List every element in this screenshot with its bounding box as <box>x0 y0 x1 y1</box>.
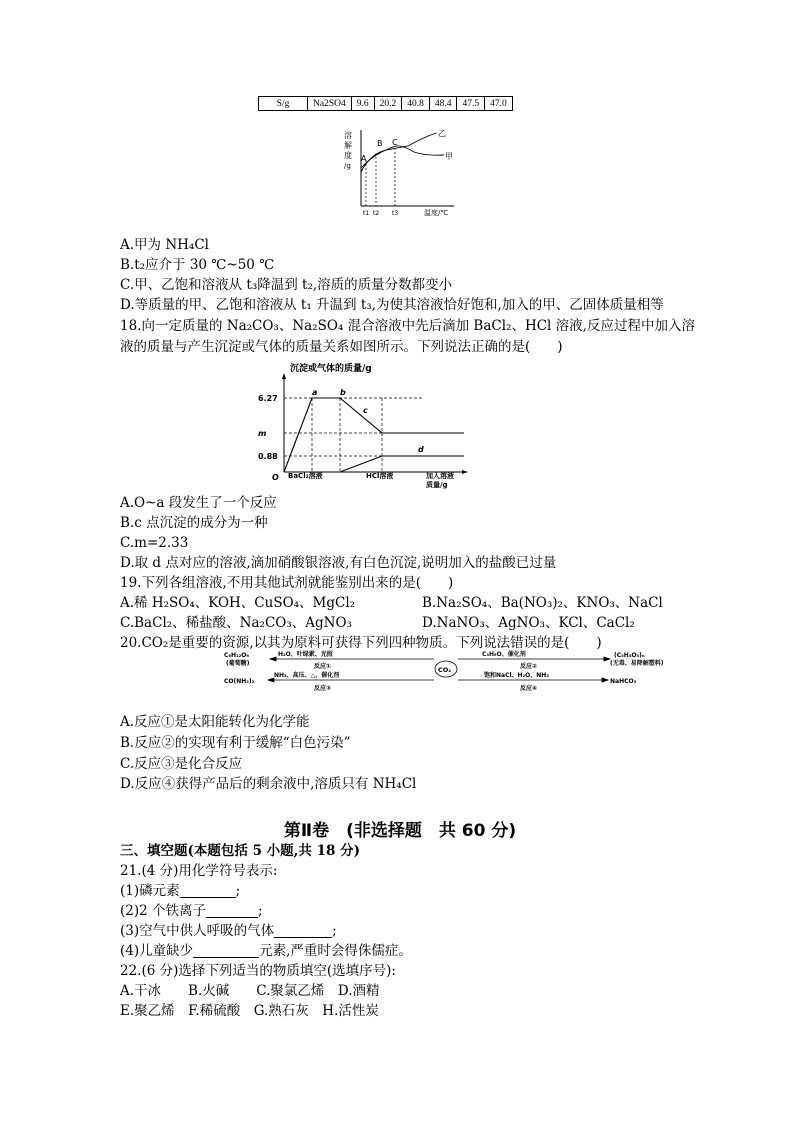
semicolon: ; <box>332 923 337 939</box>
q21-stem: 21.(4 分)用化学符号表示: <box>120 863 278 879</box>
q22-stem: 22.(6 分)选择下列适当的物质填空(选填序号): <box>120 963 396 979</box>
q19-stem: 19.下列各组溶液,不用其他试剂就能鉴别出来的是( ) <box>120 575 454 591</box>
product-urea: CO(NH₂)₂ <box>224 678 255 685</box>
table-row <box>259 97 513 111</box>
tick-label: t2 <box>373 210 380 217</box>
semicolon: ; <box>258 903 263 919</box>
q21-line-1 <box>120 882 240 900</box>
q21-prompt-1: (1)磷元素 <box>120 883 180 899</box>
co2-reaction-diagram <box>224 650 670 696</box>
q20-option-d: D.反应④获得产品后的剩余液中,溶质只有 NH₄Cl <box>120 776 417 792</box>
point-label: C <box>392 138 398 147</box>
product-glucose-note: (葡萄糖) <box>226 660 250 667</box>
tick-label: t1 <box>363 210 370 217</box>
series-line-1 <box>284 456 464 472</box>
q21-line-3 <box>120 922 337 940</box>
arrowhead-1 <box>270 657 276 661</box>
reaction-label-1: 反应① <box>314 663 332 670</box>
x-axis-label: 温度/℃ <box>424 209 449 217</box>
ylabel-part: 溶 <box>344 131 352 140</box>
point-label: b <box>340 388 346 397</box>
curve-yi <box>361 133 436 168</box>
segment-label: HCl溶液 <box>366 472 394 480</box>
segment-label: BaCl₂溶液 <box>288 472 323 480</box>
table-cell: 40.8 <box>402 97 430 111</box>
reaction-label-4: 反应④ <box>520 685 538 692</box>
q19-option-d: D.NaNO₃、AgNO₃、KCl、CaCl₂ <box>422 615 635 631</box>
series-line-0 <box>284 398 464 472</box>
arrowhead-4 <box>602 678 608 682</box>
answer-blank[interactable] <box>206 903 258 918</box>
q20-stem: 20.CO₂是重要的资源,以其为原料可获得下列四种物质。下列说法错误的是( ) <box>120 635 602 651</box>
solubility-table <box>258 96 513 111</box>
point-label: c <box>363 406 368 415</box>
x-axis-label-line1: 加入溶液 <box>426 472 454 480</box>
x-axis-label-line2: 质量/g <box>426 481 448 489</box>
tick-label: t3 <box>392 210 399 217</box>
ylabel-part: 解 <box>344 141 352 150</box>
q18-stem-line2: 液的质量与产生沉淀或气体的质量关系如图所示。下列说法正确的是( ) <box>120 339 563 355</box>
table-cell: Na2SO4 <box>308 97 352 111</box>
reaction-label-2: 反应② <box>520 663 538 670</box>
product-plastic-note: (无毒、易降解塑料) <box>610 660 664 667</box>
y-tick-label: m <box>258 429 267 438</box>
condition-2: C₃H₆O、催化剂 <box>482 651 526 658</box>
precipitate-gas-chart <box>254 360 480 490</box>
point-label: a <box>312 388 318 397</box>
semicolon: ; <box>235 883 241 899</box>
product-glucose: C₆H₁₂O₆ <box>224 652 250 659</box>
chart-title: 沉淀或气体的质量/g <box>290 364 372 374</box>
q19-option-a: A.稀 H₂SO₄、KOH、CuSO₄、MgCl₂ <box>120 595 356 611</box>
y-tick-label: 6.27 <box>258 394 278 403</box>
q18-option-a: A.O~a 段发生了一个反应 <box>120 495 277 511</box>
y-axis-arrow <box>282 373 286 379</box>
q22-options-row2: E.聚乙烯 F.稀硫酸 G.熟石灰 H.活性炭 <box>120 1003 379 1019</box>
arrowhead-3 <box>268 678 274 682</box>
answer-blank[interactable] <box>180 883 236 898</box>
q18-stem-line1: 18.向一定质量的 Na₂CO₃、Na₂SO₄ 混合溶液中先后滴加 BaCl₂、HCl 溶液,反应过程中加入溶 <box>120 318 695 334</box>
table-cell: 20.2 <box>374 97 402 111</box>
point-label: d <box>418 445 424 454</box>
q21-prompt-4b: 元素,严重时会得侏儒症。 <box>259 943 412 959</box>
table-cell: 47.5 <box>457 97 485 111</box>
q21-prompt-4a: (4)儿童缺少 <box>120 943 194 959</box>
y-tick-label: 0.88 <box>258 452 278 461</box>
q17-option-c: C.甲、乙饱和溶液从 t₃降温到 t₂,溶质的质量分数都变小 <box>120 277 453 293</box>
series-label: 甲 <box>445 152 453 161</box>
q21-prompt-2: (2)2 个铁离子 <box>120 903 207 919</box>
condition-1: H₂O、叶绿素、光照 <box>278 651 333 658</box>
section-heading: 第Ⅱ卷 (非选择题 共 60 分) <box>283 821 517 841</box>
series-label: 乙 <box>438 129 446 138</box>
q17-option-d: D.等质量的甲、乙饱和溶液从 t₁ 升温到 t₃,为使其溶液恰好饱和,加入的甲、乙固体质量相等 <box>120 297 664 313</box>
curve-jia <box>361 146 444 172</box>
q22-options-row1: A.干冰 B.火碱 C.聚氯乙烯 D.酒精 <box>120 983 380 999</box>
q21-prompt-3: (3)空气中供人呼吸的气体 <box>120 923 275 939</box>
q19-option-c: C.BaCl₂、稀盐酸、Na₂CO₃、AgNO₃ <box>120 615 352 631</box>
part-three-heading: 三、填空题(本题包括 5 小题,共 18 分) <box>120 843 360 859</box>
ylabel-part: 度 <box>344 151 352 160</box>
table-cell: 47.0 <box>485 97 513 111</box>
product-plastic: (C₃H₄O₃)ₙ <box>614 652 645 659</box>
ylabel-part: /g <box>344 162 351 170</box>
q20-option-c: C.反应③是化合反应 <box>120 756 243 772</box>
q19-option-b: B.Na₂SO₄、Ba(NO₃)₂、KNO₃、NaCl <box>422 595 663 611</box>
q18-option-b: B.c 点沉淀的成分为一种 <box>120 515 268 531</box>
answer-blank[interactable] <box>274 923 332 938</box>
x-axis-arrow <box>462 470 468 474</box>
reaction-label-3: 反应③ <box>314 685 332 692</box>
table-cell: 9.6 <box>351 97 374 111</box>
origin-label: O <box>272 473 279 482</box>
solubility-curve-figure <box>340 124 470 220</box>
table-cell: S/g <box>259 97 308 111</box>
point-label: A <box>361 154 367 163</box>
q21-line-4 <box>120 942 412 960</box>
point-label: B <box>377 139 383 148</box>
q20-option-a: A.反应①是太阳能转化为化学能 <box>120 714 310 730</box>
condition-3: NH₃、高压、△、催化剂 <box>274 672 340 679</box>
answer-blank[interactable] <box>193 943 259 958</box>
q18-option-c: C.m=2.33 <box>120 535 189 551</box>
q18-option-d: D.取 d 点对应的溶液,滴加硝酸银溶液,有白色沉淀,说明加入的盐酸已过量 <box>120 555 557 571</box>
q21-line-2 <box>120 902 263 920</box>
q17-option-b: B.t₂应介于 30 ℃~50 ℃ <box>120 257 275 273</box>
co2-label: CO₂ <box>438 666 452 674</box>
table-cell: 48.4 <box>429 97 457 111</box>
condition-4: 饱和NaCl、H₂O、NH₃ <box>484 672 549 679</box>
q20-option-b: B.反应②的实现有利于缓解“白色污染” <box>120 735 351 751</box>
x-axis-label <box>425 471 456 489</box>
product-nahco3: NaHCO₃ <box>610 678 637 685</box>
q17-option-a: A.甲为 NH₄Cl <box>120 237 209 253</box>
